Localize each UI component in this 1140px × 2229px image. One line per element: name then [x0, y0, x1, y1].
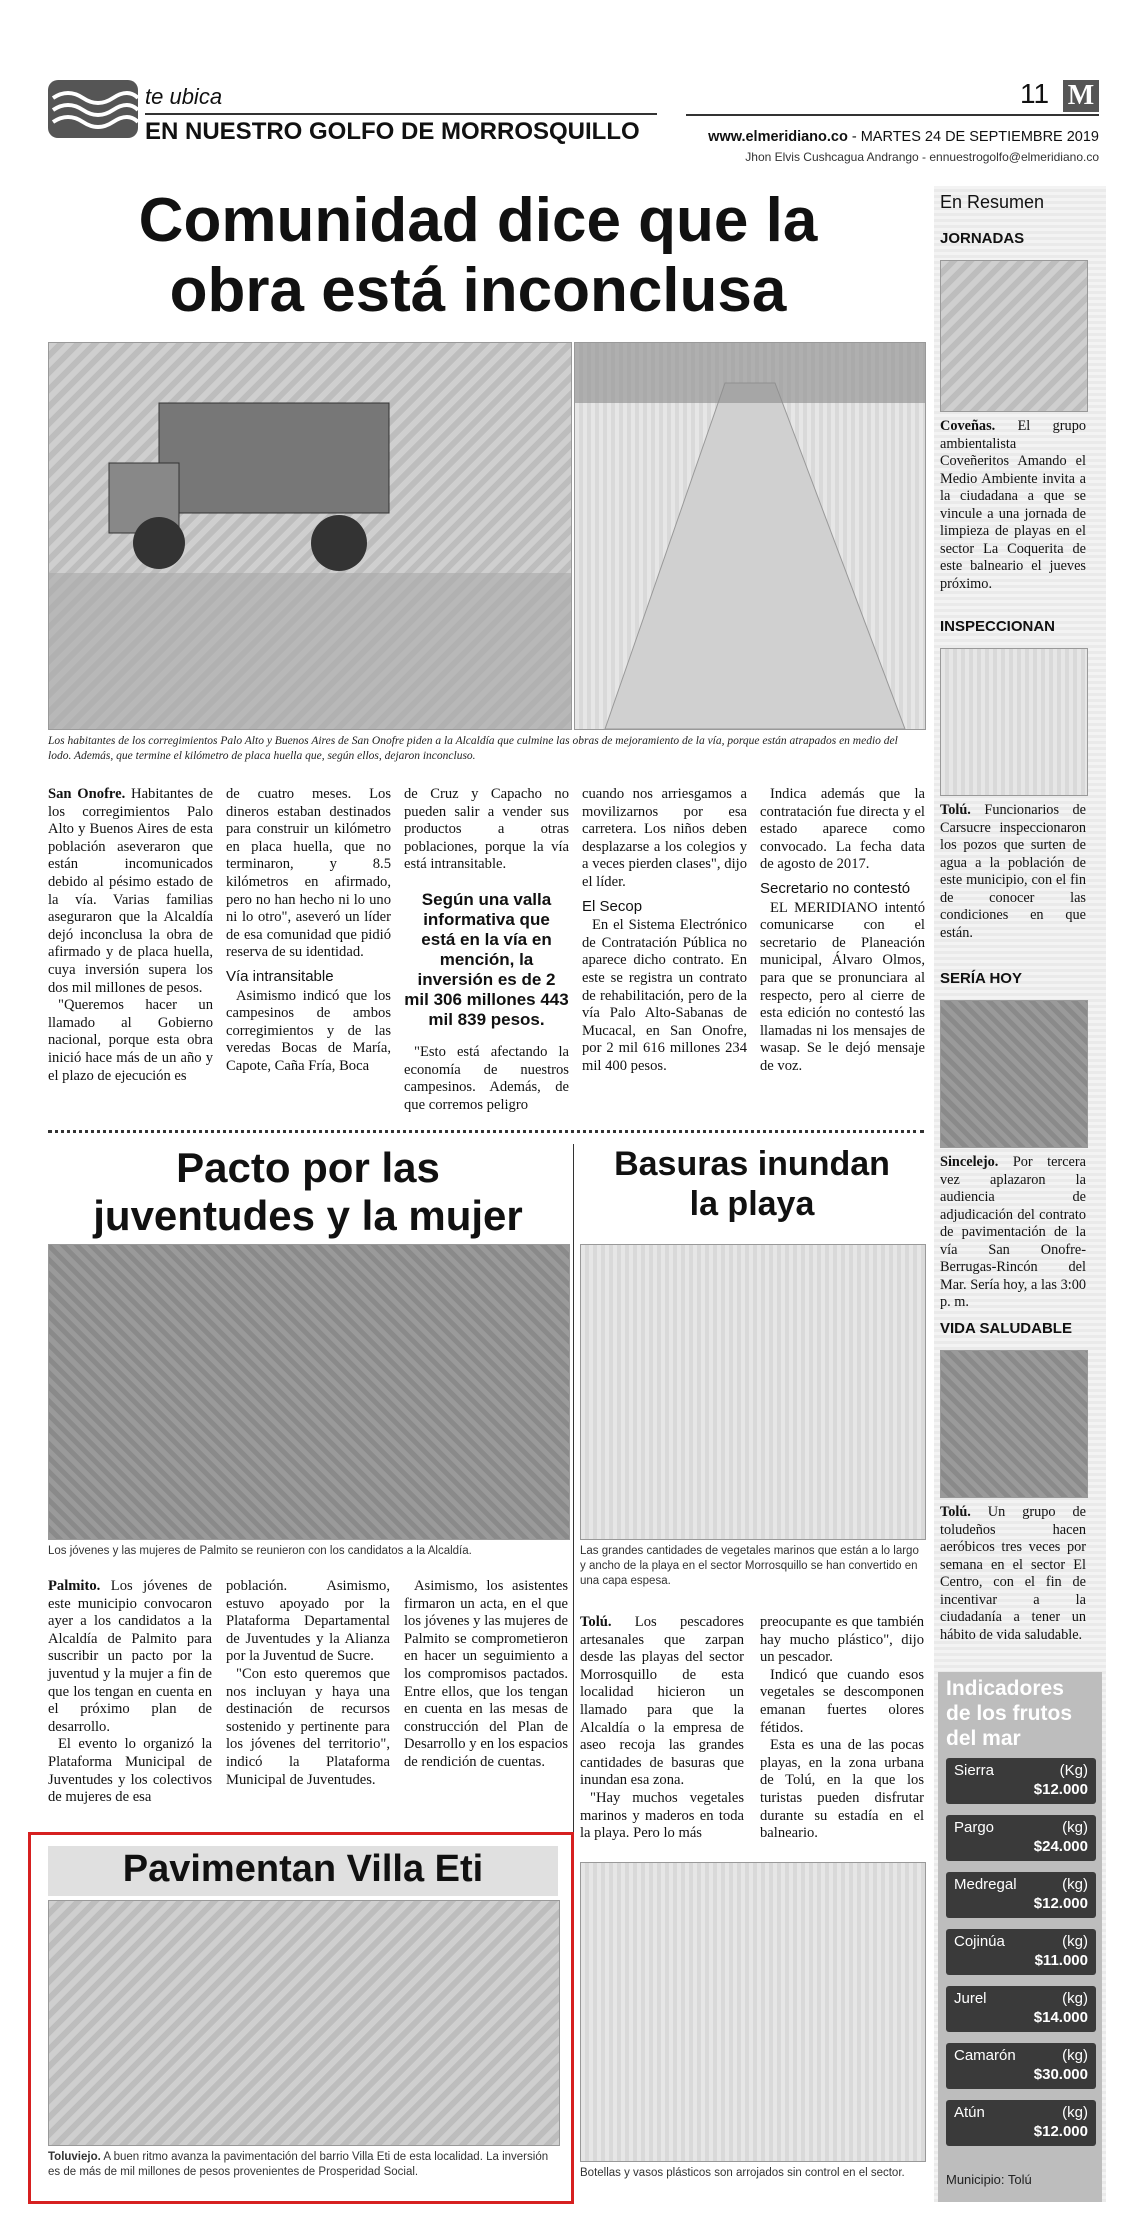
villa-eti-photo	[48, 1900, 560, 2146]
pacto-col-2: población. Asimismo, estuvo apoyado por la Plataforma Departamental de Juventudes y la Alianza por la Juventud de Sucre. "Con esto queremos que nos incluyan y haya una destinación de recursos sostenido y pertinente para los jóvenes del territorio", indicó la Plataforma Municipal de Juventudes.	[226, 1578, 390, 1788]
municipio-label: Municipio: Tolú	[946, 2172, 1032, 2187]
sidebar-text-2: Tolú. Funcionarios de Carsucre inspeccionaron los pozos que surten de agua a la población de este municipio, con el fin de conocer las condiciones en que están.	[940, 802, 1086, 941]
road-illustration	[575, 343, 925, 729]
pacto-photo	[48, 1244, 570, 1540]
subhead-via: Vía intransitable	[226, 967, 334, 985]
price-row: Cojinúa (kg) $11.000	[946, 1929, 1096, 1975]
sidebar-photo-3	[940, 1000, 1088, 1148]
subhead-secretario: Secretario no contestó	[760, 879, 911, 897]
sidebar-heading-inspeccionan: INSPECCIONAN	[940, 618, 1056, 635]
road-photo	[574, 342, 926, 730]
price-row: Sierra (Kg) $12.000	[946, 1758, 1096, 1804]
truck-photo	[48, 342, 572, 730]
truck-illustration	[49, 343, 571, 729]
headline-line-1: Comunidad dice que la	[138, 186, 818, 255]
pacto-headline: Pacto por las juventudes y la mujer	[93, 1144, 523, 1239]
byline: Jhon Elvis Cushcagua Andrango - ennuestrogolfo@elmeridiano.co	[745, 150, 1099, 164]
masthead-line	[686, 129, 1099, 145]
section-title: EN NUESTRO GOLFO DE MORROSQUILLO	[145, 118, 640, 145]
page-number: 11	[1020, 78, 1050, 109]
sidebar-title: En Resumen	[940, 192, 1045, 212]
main-headline	[48, 186, 908, 326]
main-col-5: Indica además que la contratación fue directa y el estado aparece como convocado. La fecha data de agosto de 2017. Secretario no contestó EL MERIDIANO intentó comunicarse con el secretario de Planeación municipal, Álvaro Olmos, para que se pronunciara al respecto, pero al cierre de esta edición no contestó las llamadas ni los mensajes de wasap. Se le dejó mensaje de voz.	[760, 786, 925, 1074]
basuras-caption: Las grandes cantidades de vegetales marinos que están a lo largo y ancho de la playa en el sector Morrosquillo se han convertido en una capa espesa.	[580, 1545, 919, 1587]
sidebar-photo-2	[940, 648, 1088, 796]
headline-line-2: obra está inconclusa	[169, 256, 787, 325]
price-row: Jurel (kg) $14.000	[946, 1986, 1096, 2032]
main-col-2: de cuatro meses. Los dineros estaban destinados para construir un kilómetro en placa huella, que no terminaron, y 8.5 kilómetros en afirmado, pero no han hecho ni lo uno ni lo otro", aseveró un líder de esa comunidad que pidió reserva de su identidad. Vía intransitable Asimismo indicó que los campesinos de ambos corregimientos y de las veredas Bocas de María, Capote, Caña Fría, Boca	[226, 786, 391, 1074]
section-logo	[48, 80, 138, 138]
sidebar-heading-seria-hoy: SERÍA HOY	[940, 970, 1022, 987]
main-col-4: cuando nos arriesgamos a movilizarnos por esa carretera. Los niños deben desplazarse a los colegios y a veces pierden clases", dijo el líder. El Secop En el Sistema Electrónico de Contratación Pública no aparece dicho contrato. En este se registra un contrato de rehabilitación, pero de la vía Palo Alto-Sabanas de Mucacal, en San Onofre, por 2 mil 616 millones 234 mil 400 pesos.	[582, 786, 747, 1074]
sidebar-photo-4	[940, 1350, 1088, 1498]
beach-photo-1	[580, 1244, 926, 1540]
pacto-col-3: Asimismo, los asistentes firmaron un acta, en el que los jóvenes y las mujeres de Palmito se comprometieron en hacer un seguimiento a los compromisos pactados. Entre ellos, que los tengan en cuenta en las mesas de construcción del Plan de Desarrollo y en los espacios de rendición de cuentas.	[404, 1578, 568, 1770]
beach-photo-2	[580, 1862, 926, 2162]
newspaper-logo: M	[1063, 80, 1099, 112]
basuras-headline: Basuras inundan la playa	[614, 1145, 890, 1223]
villa-eti-headline: Pavimentan Villa Eti	[122, 1848, 484, 1890]
basuras-col-1: Tolú. Los pescadores artesanales que zarpan desde las playas del sector Morrosquillo de esta localidad hicieron un llamado para que la Alcaldía o la empresa de aseo recoja las grandes cantidades de basuras que inundan esa zona. "Hay muchos vegetales marinos y maderos en toda la playa. Pero lo más	[580, 1614, 744, 1842]
sidebar-text-3: Sincelejo. Por tercera vez aplazaron la audiencia de adjudicación del contrato de pavimentación de la vía San Onofre-Berrugas-Rincón del Mar. Sería hoy, a las 3:00 p. m.	[940, 1154, 1086, 1310]
sidebar-heading-vida-saludable: VIDA SALUDABLE	[940, 1320, 1072, 1337]
pacto-caption: Los jóvenes y las mujeres de Palmito se reunieron con los candidatos a la Alcaldía.	[48, 1545, 472, 1557]
site-url: www.elmeridiano.co	[708, 129, 848, 145]
main-col-3: de Cruz y Capacho no pueden salir a vender sus productos a otras poblaciones, porque la vía está intransitable. Según una valla informativa que está en la vía en mención, la inversión es de 2 mil 306 millones 443 mil 839 pesos. "Esto está afectando la economía de nuestros campesinos. Además, de que corremos peligro	[404, 786, 569, 1113]
issue-date: - MARTES 24 DE SEPTIEMBRE 2019	[847, 129, 1099, 145]
price-row: Camarón (kg) $30.000	[946, 2043, 1096, 2089]
price-row: Atún (kg) $12.000	[946, 2100, 1096, 2146]
main-photo-caption: Los habitantes de los corregimientos Palo Alto y Buenos Aires de San Onofre piden a la Alcaldía que culmine las obras de mejoramiento de la vía, porque están atrapados en medio del lodo. Además, que termine el kilómetro de placa huella que, según ellos, dejaron inconcluso.	[48, 735, 898, 762]
price-row: Medregal (kg) $12.000	[946, 1872, 1096, 1918]
sidebar-heading-jornadas: JORNADAS	[940, 230, 1025, 247]
sidebar-text-4: Tolú. Un grupo de toludeños hacen aeróbicos tres veces por semana en el sector El Centro, con el fin de incentivar a la ciudadanía a tener un hábito de vida saludable.	[940, 1504, 1086, 1643]
main-col-1: San Onofre. Habitantes de los corregimientos Palo Alto y Buenos Aires de esta población aseveraron que están incomunicados debido al pésimo estado de la vía. Varias familias aseguraron que la Alcaldía dejó inconclusa la obra de afirmado y de placa huella, cuya inversión supera los dos mil millones de pesos. "Queremos hacer un llamado al Gobierno nacional, porque esta obra inició hace más de un año y el plazo de ejecución es	[48, 786, 213, 1084]
sidebar-text-1: Coveñas. El grupo ambientalista Coveñeritos Amando el Medio Ambiente invita a la ciudadana a que se vincule a una jornada de limpieza de playas en el sector La Coquerita de este balneario el jueves próximo.	[940, 418, 1086, 592]
basuras-caption-2: Botellas y vasos plásticos son arrojados sin control en el sector.	[580, 2167, 905, 2179]
pacto-col-1: Palmito. Los jóvenes de este municipio convocaron ayer a los candidatos a la Alcaldía de Palmito para suscribir un pacto por la juventud y la mujer a fin de que los tengan en cuenta en el próximo plan de desarrollo. El evento lo organizó la Plataforma Municipal de Juventudes y los colectivos de mujeres de esa	[48, 1578, 212, 1806]
villa-eti-caption: Toluviejo. A buen ritmo avanza la pavimentación del barrio Villa Eti de esta localidad. La inversión es de más de mil millones de pesos provenientes de Prosperidad Social.	[48, 2151, 549, 2178]
indicators-title: Indicadores de los frutos del mar	[946, 1677, 1073, 1750]
subhead-secop: El Secop	[582, 897, 643, 915]
pull-quote: Según una valla informativa que está en la vía en mención, la inversión es de 2 mil 306 millones 443 mil 839 pesos.	[404, 889, 569, 1029]
sidebar-photo-1	[940, 260, 1088, 412]
waves-icon	[48, 80, 138, 138]
basuras-col-2: preocupante es que también hay mucho plástico", dijo un pescador. Indicó que cuando esos vegetales se descomponen emanan fuertes olores fétidos. Esta es una de las pocas playas, en la zona urbana de Tolú, en la que los turistas pueden disfrutar durante su estadía en el balneario.	[760, 1614, 924, 1842]
section-kicker: te ubica	[145, 84, 223, 109]
price-row: Pargo (kg) $24.000	[946, 1815, 1096, 1861]
